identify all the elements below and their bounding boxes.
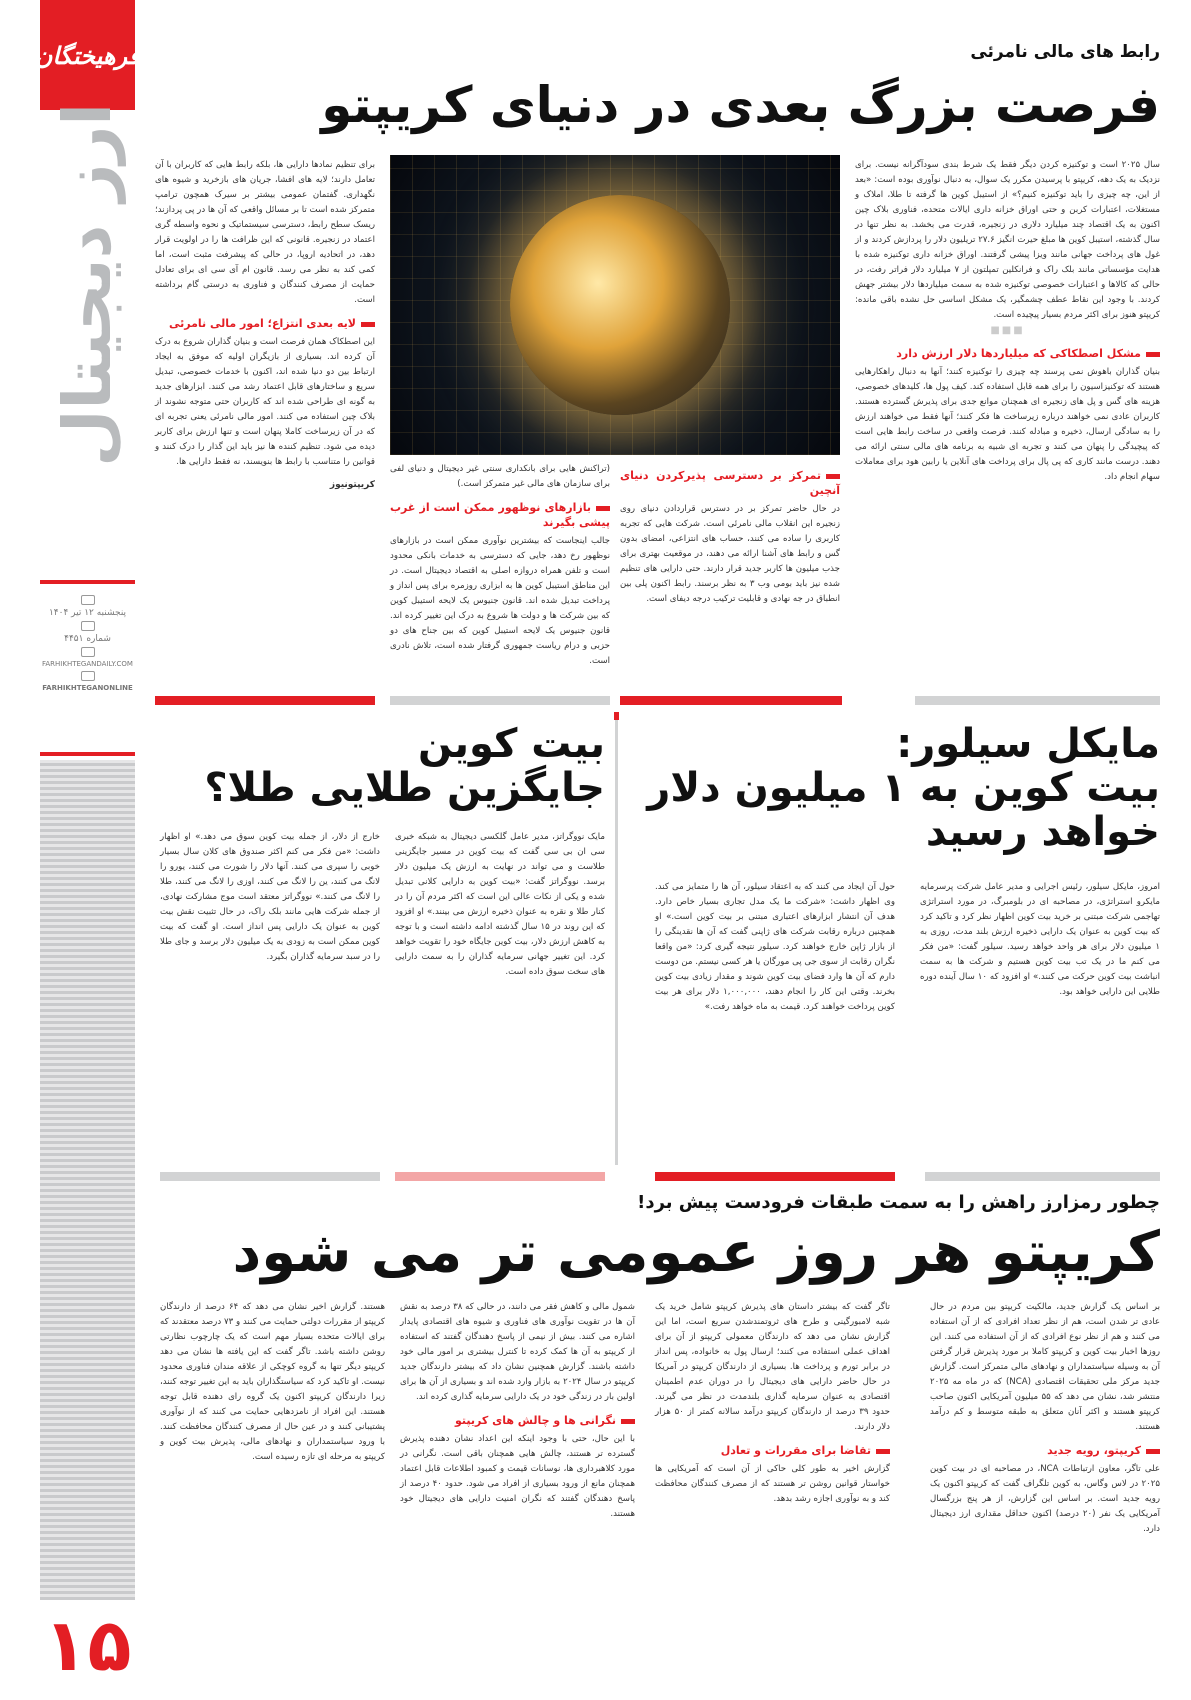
article4-kicker: چطور رمزارز راهش را به سمت طبقات فرودست پیش برد! <box>637 1192 1160 1213</box>
article4-column-4: هستند. گزارش اخیر نشان می دهد که ۶۴ درصد از دارندگان کریپتو از مقررات دولتی حمایت می کنند و ۷۳ درصد معتقدند که برای ایالات متحده بسیار مهم است که یک چارچوب نظارتی روشن داشته باشد. تاگر گفت که این یافته ها نشان می دهد کریپتو دیگر تنها به گروه کوچکی از علاقه مندان فناوری محدود نیست. او تاکید کرد که سیاستگذاران باید به این تغییر توجه کنند، زیرا دارندگان کریپتو اکنون یک گروه رای دهنده قابل توجه هستند. این افراد از نامزدهایی حمایت می کنند که از نوآوری پشتیبانی کنند و در عین حال از مصرف کنندگان محافظت کنند. با ورود سیاستمداران و نهادهای مالی، پذیرش بیت کوین و کریپتو به مرحله ای تازه رسیده است. <box>160 1302 386 1462</box>
article4-column-3 <box>400 1300 635 1522</box>
divider-bar <box>395 1172 605 1181</box>
divider-bar <box>915 696 1160 705</box>
body-text: تاگر گفت که بیشتر داستان های پذیرش کریپتو شامل خرید یک شبه لامبورگینی و طرح های ثروتمندشدن سریع است، اما این گزارش نشان می دهد که دارندگان معمولی کریپتو از آن برای اهداف عملی استفاده می کنند؛ ارسال پول به خانواده، پس انداز در برابر تورم و پرداخت ها. بسیاری از دارندگان کریپتو در آمریکا در حال حاضر دارایی های دیجیتال را در دوران عدم اطمینان اقتصادی به عنوان سرمایه گذاری بلندمدت در نظر می گیرند. حدود ۳۹ درصد از دارندگان کریپتو درآمد سالانه کمتر از ۵۰ هزار دلار دارند. <box>655 1302 890 1432</box>
body-text: گزارش اخیر به طور کلی حاکی از آن است که آمریکایی ها خواستار قوانین روشن تر هستند که از مصرف کنندگان محافظت کند و به نوآوری اجازه رشد بدهد. <box>655 1464 890 1504</box>
crypto-globe-photo <box>390 155 840 455</box>
article1-column-center-left <box>390 462 610 669</box>
body-text: با این حال، حتی با وجود اینکه این اعداد نشان دهنده پذیرش گسترده تر هستند، چالش هایی همچنان باقی است. نگرانی در مورد کلاهبرداری ها، نوسانات قیمت و کمبود اطلاعات قابل اعتماد همچنان مانع از ورود بسیاری از افراد می شود. حدود ۴۰ درصد از پاسخ دهندگان گفتند که نگران امنیت دارایی های دیجیتال خود هستند. <box>400 1434 635 1519</box>
article2-column-2: حول آن ایجاد می کنند که به اعتقاد سیلور، آن ها را متمایز می کند. وی اظهار داشت: «شرکت ما یک مدل تجاری بسیار خاص دارد. هدف آن انتشار ابزارهای اعتباری مبتنی بر بیت کوین است.» او همچنین درباره رقابت شرکت های ژاپنی گفت که آن ها نقدینگی را از بازار ژاپن خارج خواهند کرد. سیلور نتیجه گیری کرد: «من واقعا نگران رقابت از سوی جی پی مورگان یا هر کسی نیستم. من دوست دارم که آن ها وارد فضای بیت کوین شوند و مقدار زیادی بیت کوین بخرند. وقتی این کار را انجام دهند، ۱,۰۰۰,۰۰۰ دلار برای هر بیت کوین پرداخت خواهند کرد. قیمت به ماه خواهد رفت.» <box>655 882 895 1012</box>
article1-headline: فرصت بزرگ بعدی در دنیای کریپتو <box>321 76 1160 134</box>
headline-line: بیت کوین <box>418 721 605 767</box>
separator-marker <box>614 712 619 720</box>
subheading: تمرکز بر دسترسی پذیرکردن دنیای آنچین <box>620 469 840 497</box>
page-number: ۱۵ <box>43 1603 132 1687</box>
divider-bar <box>390 696 610 705</box>
issue-date: پنجشنبه ۱۲ تیر ۱۴۰۴ <box>48 608 127 618</box>
headline-line: جایگزین طلایی طلا؟ <box>204 765 605 811</box>
body-text: این اصطکاک همان فرصت است و بنیان گذاران شروع به درک آن کرده اند. بسیاری از بازیگران اولیه که موفق به ایجاد ارتباط بین دو دنیا شده اند، اکنون با خدمات خصوصی، تبدیل سریع و ساختارهای قابل اعتماد رشد می کنند. ابزارهای جدید به گونه ای طراحی شده اند که کاربران حتی متوجه نشوند از بلاک چین استفاده می کنند. امور مالی نامرئی یعنی تجربه ای که در آن زیرساخت کاملا پنهان است و تنها ارزش برای کاربر دیده می شود. تنظیم کننده ها نیز باید این گذار را درک کنند و قوانین را متناسب با رابط ها بنویسند، نه فقط دارایی ها. <box>155 337 375 467</box>
decorative-strip <box>40 760 135 1600</box>
article1-column-left <box>155 158 375 493</box>
article1-kicker: رابط های مالی نامرئی <box>970 42 1160 62</box>
author: کریپتونیوز <box>329 480 375 490</box>
subheading: کریپتو، رویه جدید <box>930 1443 1160 1458</box>
subheading: مشکل اصطکاکی که میلیاردها دلار ارزش دارد <box>855 346 1160 361</box>
article3-headline <box>160 722 605 810</box>
divider <box>40 752 135 756</box>
article3-column-2: خارج از دلار، از جمله بیت کوین سوق می دهد.» او اظهار داشت: «من فکر می کنم اکثر صندوق های کلان سال بسیار خوبی را سپری می کنند. آنها دلار را شورت می کنند، یورو را لانگ می کنند، ین را لانگ می کنند، اوزی را لانگ می کنند، طلا را لانگ می کنند.» نووگراتز معتقد است موج مشارکت نهادی، از جمله شرکت هایی مانند بلک راک، در حال تثبیت نقش بیت کوین به عنوان یک دارایی پس انداز است. او گفت که بیت کوین ممکن است به زودی به یک میلیون دلار برسد و جای طلا را در سبد سرمایه گذاران بگیرد. <box>160 832 380 962</box>
subheading: لایه بعدی انتزاع؛ امور مالی نامرئی <box>155 316 375 331</box>
calendar-icon <box>81 595 95 605</box>
body-text: برای تنظیم نمادها دارایی ها، بلکه رابط هایی که کاربران با آن تعامل دارند؛ لایه های افشا، جریان های بازخرید و شیوه های نگهداری. گفتمان عمومی بیشتر بر سیرک همچون ترامپ متمرکز شده است تا بر مسائل واقعی که آن ها در پی پردازند؛ ریسک سطح رابط، دسترسی سیستماتیک و نحوه واسطه گری اعتماد در زنجیره. قانونی که این ظرافت ها را در اولویت قرار دهد، در اتحادیه اروپا، در حالی که پیشرفت مثبت است، اما کمی کند به نظر می رسد. قانون ام آی سی ای برای تعادل حمایت از مصرف کنندگان و فناوری به درستی گام برداشته است. <box>155 160 375 305</box>
divider-bar <box>155 696 375 705</box>
divider-bar <box>925 1172 1160 1181</box>
article4-column-2 <box>655 1300 890 1507</box>
column-separator <box>615 720 618 1165</box>
headline-line: مایکل سیلور: <box>896 721 1160 767</box>
body-text: در حال حاضر تمرکز بر در دسترس قراردادن دنیای روی زنجیره این انقلاب مالی نامرئی است. شرکت هایی که تجربه کاربری را ساده می کنند، حساب های انتزاعی، امضای بدون گس و رابط های آشنا ارائه می دهند، در موقعیت بهتری برای جذب میلیون ها کاربر جدید قرار دارند. حتی دارایی های تنظیم شده نیز باید بومی وب ۳ به نظر برسند. رابط اکنون پلی بین انطباق در جه نهادی و قابلیت ترکیب درجه دیفای است. <box>620 504 840 604</box>
issue-meta <box>40 592 135 692</box>
newspaper-icon <box>81 621 95 631</box>
body-text: سال ۲۰۲۵ است و توکنیزه کردن دیگر فقط یک شرط بندی سودآگرانه نیست. برای نزدیک به یک دهه، کریپتو با پرسیدن مکرر یک سوال، به دنبال نوآوری بوده است: «بعد از این، چه چیزی را باید توکنیزه کنیم؟» از استیبل کوین ها گرفته تا طلا، املاک و مستغلات، اعتبارات کربن و حتی اوراق خزانه داری ایالات متحده، فناوری بلاک چین اکنون به یک اقتصاد چند میلیارد دلاری در زنجیره، قدرت می بخشد. به نظر تنها در سال گذشته، استیبل کوین ها مبلغ حیرت انگیز ۲۷.۶ تریلیون دلار را پردازش کردند و از غول های پرداخت جهانی مانند ویزا پیشی گرفتند. اوراق خزانه داری توکنیزه شده با هدایت مؤسساتی مانند بلک راک و فرانکلین تمپلتون از ۷ میلیارد دلار فراتر رفت، در حالی که کالاها و اعتبارات خصوصی توکنیزه شده به سمت میلیاردها دلار بیشتر جهش کردند. با وجود این نقاط عطف چشمگیر، یک مشکل اساسی حل نشده باقی مانده: کریپتو هنوز برای اکثر مردم بسیار پیچیده است. <box>855 160 1160 320</box>
article3-column-1: مایک نووگراتز، مدیر عامل گلکسی دیجیتال به شبکه خبری سی ان بی سی گفت که بیت کوین در مسیر جایگزینی طلاست و می تواند در نهایت به ارزش یک میلیون دلار برسد. نووگراتز گفت: «بیت کوین به دارایی کلانی تبدیل شده و یکی از نکات عالی این است که اکثر مردم آن را در کنار طلا و نقره به عنوان ذخیره ارزش می بینند.» او افزود که این روند در ۱۵ سال گذشته ادامه داشته است و با توجه به کاهش ارزش دلار، بیت کوین جایگاه خود را تقویت خواهد کرد. این تغییر جهانی سرمایه گذاران را به سمت دارایی های سخت سوق داده است. <box>395 832 605 977</box>
article2-headline <box>625 722 1160 854</box>
body-text: جالب اینجاست که بیشترین نوآوری ممکن است در بازارهای نوظهور رخ دهد، جایی که دسترسی به خدمات بانکی محدود است و تلفن همراه دروازه اصلی به اقتصاد دیجیتال است. در این مناطق استیبل کوین ها به ابزاری روزمره برای پس انداز و پرداخت تبدیل شده اند. قانون جنیوس یک لایحه استیبل کوین که بین شرکت ها و دولت ها شروع به درک این تغییر کرده اند. قانون جنیوس یک لایحه استیبل کوین که بین جناح های دو حزبی و درام ریاست جمهوری گرفتار شده است، تلاش نادری است. <box>390 536 610 666</box>
article4-headline: کریپتو هر روز عمومی تر می شود <box>232 1220 1160 1285</box>
article2-column-1: امروز، مایکل سیلور، رئیس اجرایی و مدیر عامل شرکت پرسرمایه مایکرو استراتژی، در مصاحبه ای در بلومبرگ، در مورد استراتژی تهاجمی شرکت مبتنی بر خرید بیت کوین اظهار نظر کرد و تاکید کرد که بیت کوین به عنوان یک دارایی ذخیره ارزش بلند مدت، روزی به ۱ میلیون دلار برای هر واحد خواهد رسید. سیلور گفت: «من فکر می کنم ما در یک تب بیت کوین هستیم و شرکت ها به سمت انباشت بیت کوین حرکت می کنند.» او افزود که ۱۰ سال آینده دوره طلایی این دارایی خواهد بود. <box>920 882 1160 997</box>
globe-graphic <box>510 195 730 415</box>
section-title-text: ارز دیجیتال <box>49 103 126 467</box>
social-icon <box>81 671 95 681</box>
article1-column-right <box>855 158 1160 485</box>
divider-bar <box>655 1172 895 1181</box>
headline-line: بیت کوین به ۱ میلیون دلار خواهد رسید <box>647 765 1160 855</box>
divider-bar <box>160 1172 380 1181</box>
divider <box>40 580 135 584</box>
website-link[interactable]: FARHIKHTEGANDAILY.COM <box>42 660 133 668</box>
section-title <box>40 103 135 467</box>
body-text: بر اساس یک گزارش جدید، مالکیت کریپتو بین مردم در حال عادی تر شدن است، هم از نظر تعداد افرادی که از آن استفاده می کنند و هم از نظر نوع افرادی که از آن استفاده می کنند. این روزها اخبار بیت کوین و کریپتو کاملا بر مورد پذیرش قرار گرفتن آن به وسیله سیاستمداران و نهادهای مالی متمرکز است. گزارش جدید مرکز ملی تحقیقات اقتصادی (NCA) که در ماه مه ۲۰۲۵ منتشر شد، نشان می دهد که ۵۵ میلیون آمریکایی اکنون صاحب کریپتو هستند و اکثر آنان متعلق به طبقه متوسط و کم درآمد هستند. <box>930 1302 1160 1432</box>
subheading: بازارهای نوظهور ممکن است از غرب پیشی بگیرند <box>390 501 610 529</box>
photo-caption: (تراکنش هایی برای بانکداری سنتی غیر دیجیتال و دنیای لفی برای سازمان های مالی غیر متمرکز است.) <box>390 464 610 489</box>
issue-number: شماره ۴۴۵۱ <box>64 634 111 644</box>
social-handle[interactable]: FARHIKHTEGANONLINE <box>42 684 133 692</box>
body-text: شمول مالی و کاهش فقر می دانند، در حالی که ۳۸ درصد به نقش آن ها در تقویت نوآوری های فناوری و شیوه های اقتصادی پایدار اشاره می کنند. بیش از نیمی از پاسخ دهندگان گفتند که استفاده از کریپتو به آن ها کمک کرده تا کنترل بیشتری بر امور مالی خود داشته باشند. گزارش همچنین نشان داد که بیشتر دارندگان جدید کریپتو در سال ۲۰۲۴ به بازار وارد شده اند و بسیاری از آن ها برای اولین بار در زندگی خود در یک دارایی سرمایه گذاری کرده اند. <box>400 1302 635 1402</box>
separator-dots: ■■■ <box>990 325 1025 336</box>
subheading: تقاضا برای مقررات و تعادل <box>655 1443 890 1458</box>
body-text: بنیان گذاران باهوش نمی پرسند چه چیزی را توکنیزه کنند؛ آنها به دنبال راهکارهایی هستند که توکنیزاسیون را برای همه قابل استفاده کند. کیف پول ها، کلیدهای خصوصی، هزینه های گس و پل های زنجیره ای همچنان موانع جدی برای پذیرش گسترده هستند. کاربران عادی نمی خواهند درباره زیرساخت ها فکر کنند؛ آنها فقط می خواهند ارزش را به سادگی ارسال، ذخیره و مبادله کنند. فرصت واقعی در ساخت رابط هایی است که پیچیدگی را پنهان می کنند و تجربه ای شبیه به برنامه های مالی سنتی ارائه می دهند. درست مانند کاری که پی پال برای پرداخت های آنلاین یا رابین هود برای معاملات سهام انجام داد. <box>855 367 1160 482</box>
article1-column-center-right <box>620 460 840 607</box>
article4-column-1 <box>930 1300 1160 1537</box>
web-icon <box>81 647 95 657</box>
subheading: نگرانی ها و چالش های کریپتو <box>400 1413 635 1428</box>
newspaper-logo: فرهیختگان <box>40 0 135 110</box>
body-text: علی تاگر، معاون ارتباطات NCA، در مصاحبه ای در بیت کوین ۲۰۲۵ در لاس وگاس، به کوین تلگراف گفت که کریپتو اکنون یک رویه جدید است. بر اساس این گزارش، از هر پنج بزرگسال آمریکایی یک نفر (۲۰ درصد) اکنون حداقل مقداری ارز دیجیتال دارد. <box>930 1464 1160 1534</box>
divider-bar <box>620 696 842 705</box>
